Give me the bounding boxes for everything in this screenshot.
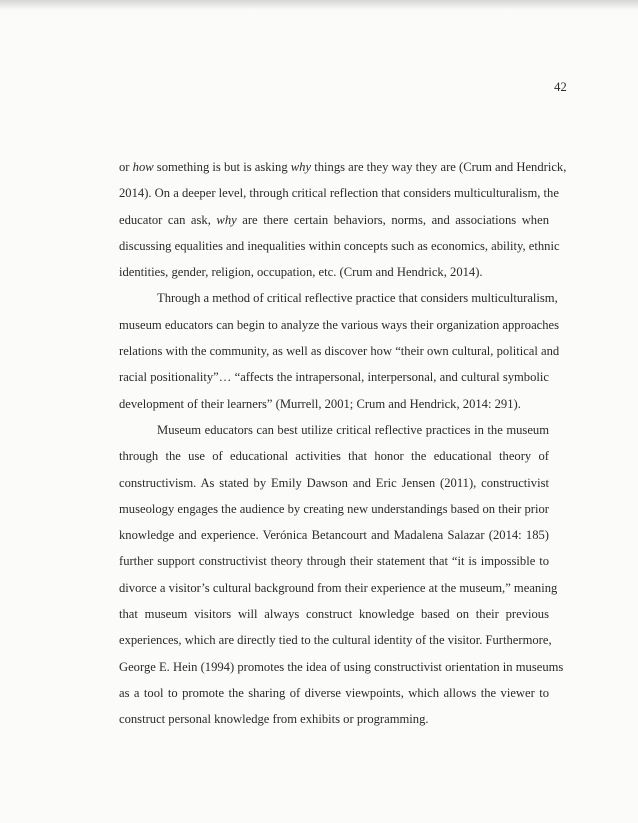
text-line (119, 601, 549, 627)
text-segment: 2014). On a deeper level, through critical reflection that considers multiculturalism, the (119, 186, 559, 201)
text-segment: George E. Hein (1994) promotes the idea of using constructivist orientation in museums (119, 659, 564, 674)
text-line (119, 706, 549, 732)
text-line (119, 312, 560, 338)
text-line (119, 443, 549, 469)
text-segment: Through a method of critical reflective practice that considers multiculturalism, (157, 291, 558, 306)
text-line (119, 364, 549, 390)
text-line (119, 680, 549, 706)
page-number: 42 (554, 80, 567, 94)
text-segment: or (119, 160, 133, 174)
text-segment: are there certain behaviors, norms, and associations when (236, 212, 549, 227)
italic-text: how (132, 160, 154, 174)
text-line (119, 391, 549, 417)
text-segment: identities, gender, religion, occupation, etc. (Crum and Hendrick, 2014). (119, 265, 483, 280)
text-line (119, 233, 560, 259)
text-line (119, 338, 560, 364)
text-segment: museology engages the audience by creating new understandings based on their prior (119, 501, 549, 516)
text-segment: as a tool to promote the sharing of diverse viewpoints, which allows the viewer to (119, 685, 549, 700)
text-segment: discussing equalities and inequalities within concepts such as economics, ability, ethnic (119, 238, 560, 253)
text-line (119, 522, 549, 548)
text-segment: further support constructivist theory through their statement that “it is impossible to (119, 554, 549, 569)
text-segment: construct personal knowledge from exhibits or programming. (119, 712, 429, 727)
text-segment: things are they way they are (Crum and Hendrick, (311, 160, 567, 174)
text-segment: something is but is asking (153, 160, 291, 174)
text-segment: Museum educators can best utilize critical reflective practices in the museum (157, 422, 549, 437)
italic-text: why (216, 212, 237, 227)
text-line (119, 575, 558, 601)
text-segment: development of their learners” (Murrell, 2001; Crum and Hendrick, 2014: 291). (119, 396, 521, 411)
text-segment: divorce a visitor’s cultural background from their experience at the museum,” meaning (119, 580, 558, 595)
scan-top-edge (0, 0, 638, 10)
text-segment: that museum visitors will always construct knowledge based on their previous (119, 607, 549, 622)
text-line (119, 285, 558, 311)
text-line (119, 207, 549, 233)
text-segment: museum educators can begin to analyze the various ways their organization approaches (119, 317, 560, 332)
text-segment: experiences, which are directly tied to the cultural identity of the visitor. Furthermore, (119, 633, 552, 648)
paragraph (119, 417, 564, 733)
paragraph (119, 285, 560, 416)
text-segment: racial positionality”… “affects the intrapersonal, interpersonal, and cultural symbolic (119, 370, 549, 385)
italic-text: why (290, 160, 312, 174)
text-line (119, 180, 559, 206)
text-line (119, 496, 549, 522)
body-text (119, 154, 567, 733)
text-segment: knowledge and experience. Verónica Betancourt and Madalena Salazar (2014: 185) (119, 528, 549, 543)
text-segment: educator can ask, (119, 212, 217, 227)
text-segment: constructivism. As stated by Emily Dawson and Eric Jensen (2011), constructivist (119, 475, 549, 490)
text-line (119, 417, 549, 443)
text-line (119, 654, 564, 680)
text-line (119, 627, 552, 653)
text-line (119, 154, 567, 180)
text-segment: relations with the community, as well as discover how “their own cultural, political and (119, 344, 560, 359)
paragraph (119, 154, 567, 285)
text-line (119, 470, 549, 496)
text-line (119, 259, 549, 285)
text-segment: through the use of educational activities that honor the educational theory of (119, 449, 549, 464)
text-line (119, 548, 549, 574)
